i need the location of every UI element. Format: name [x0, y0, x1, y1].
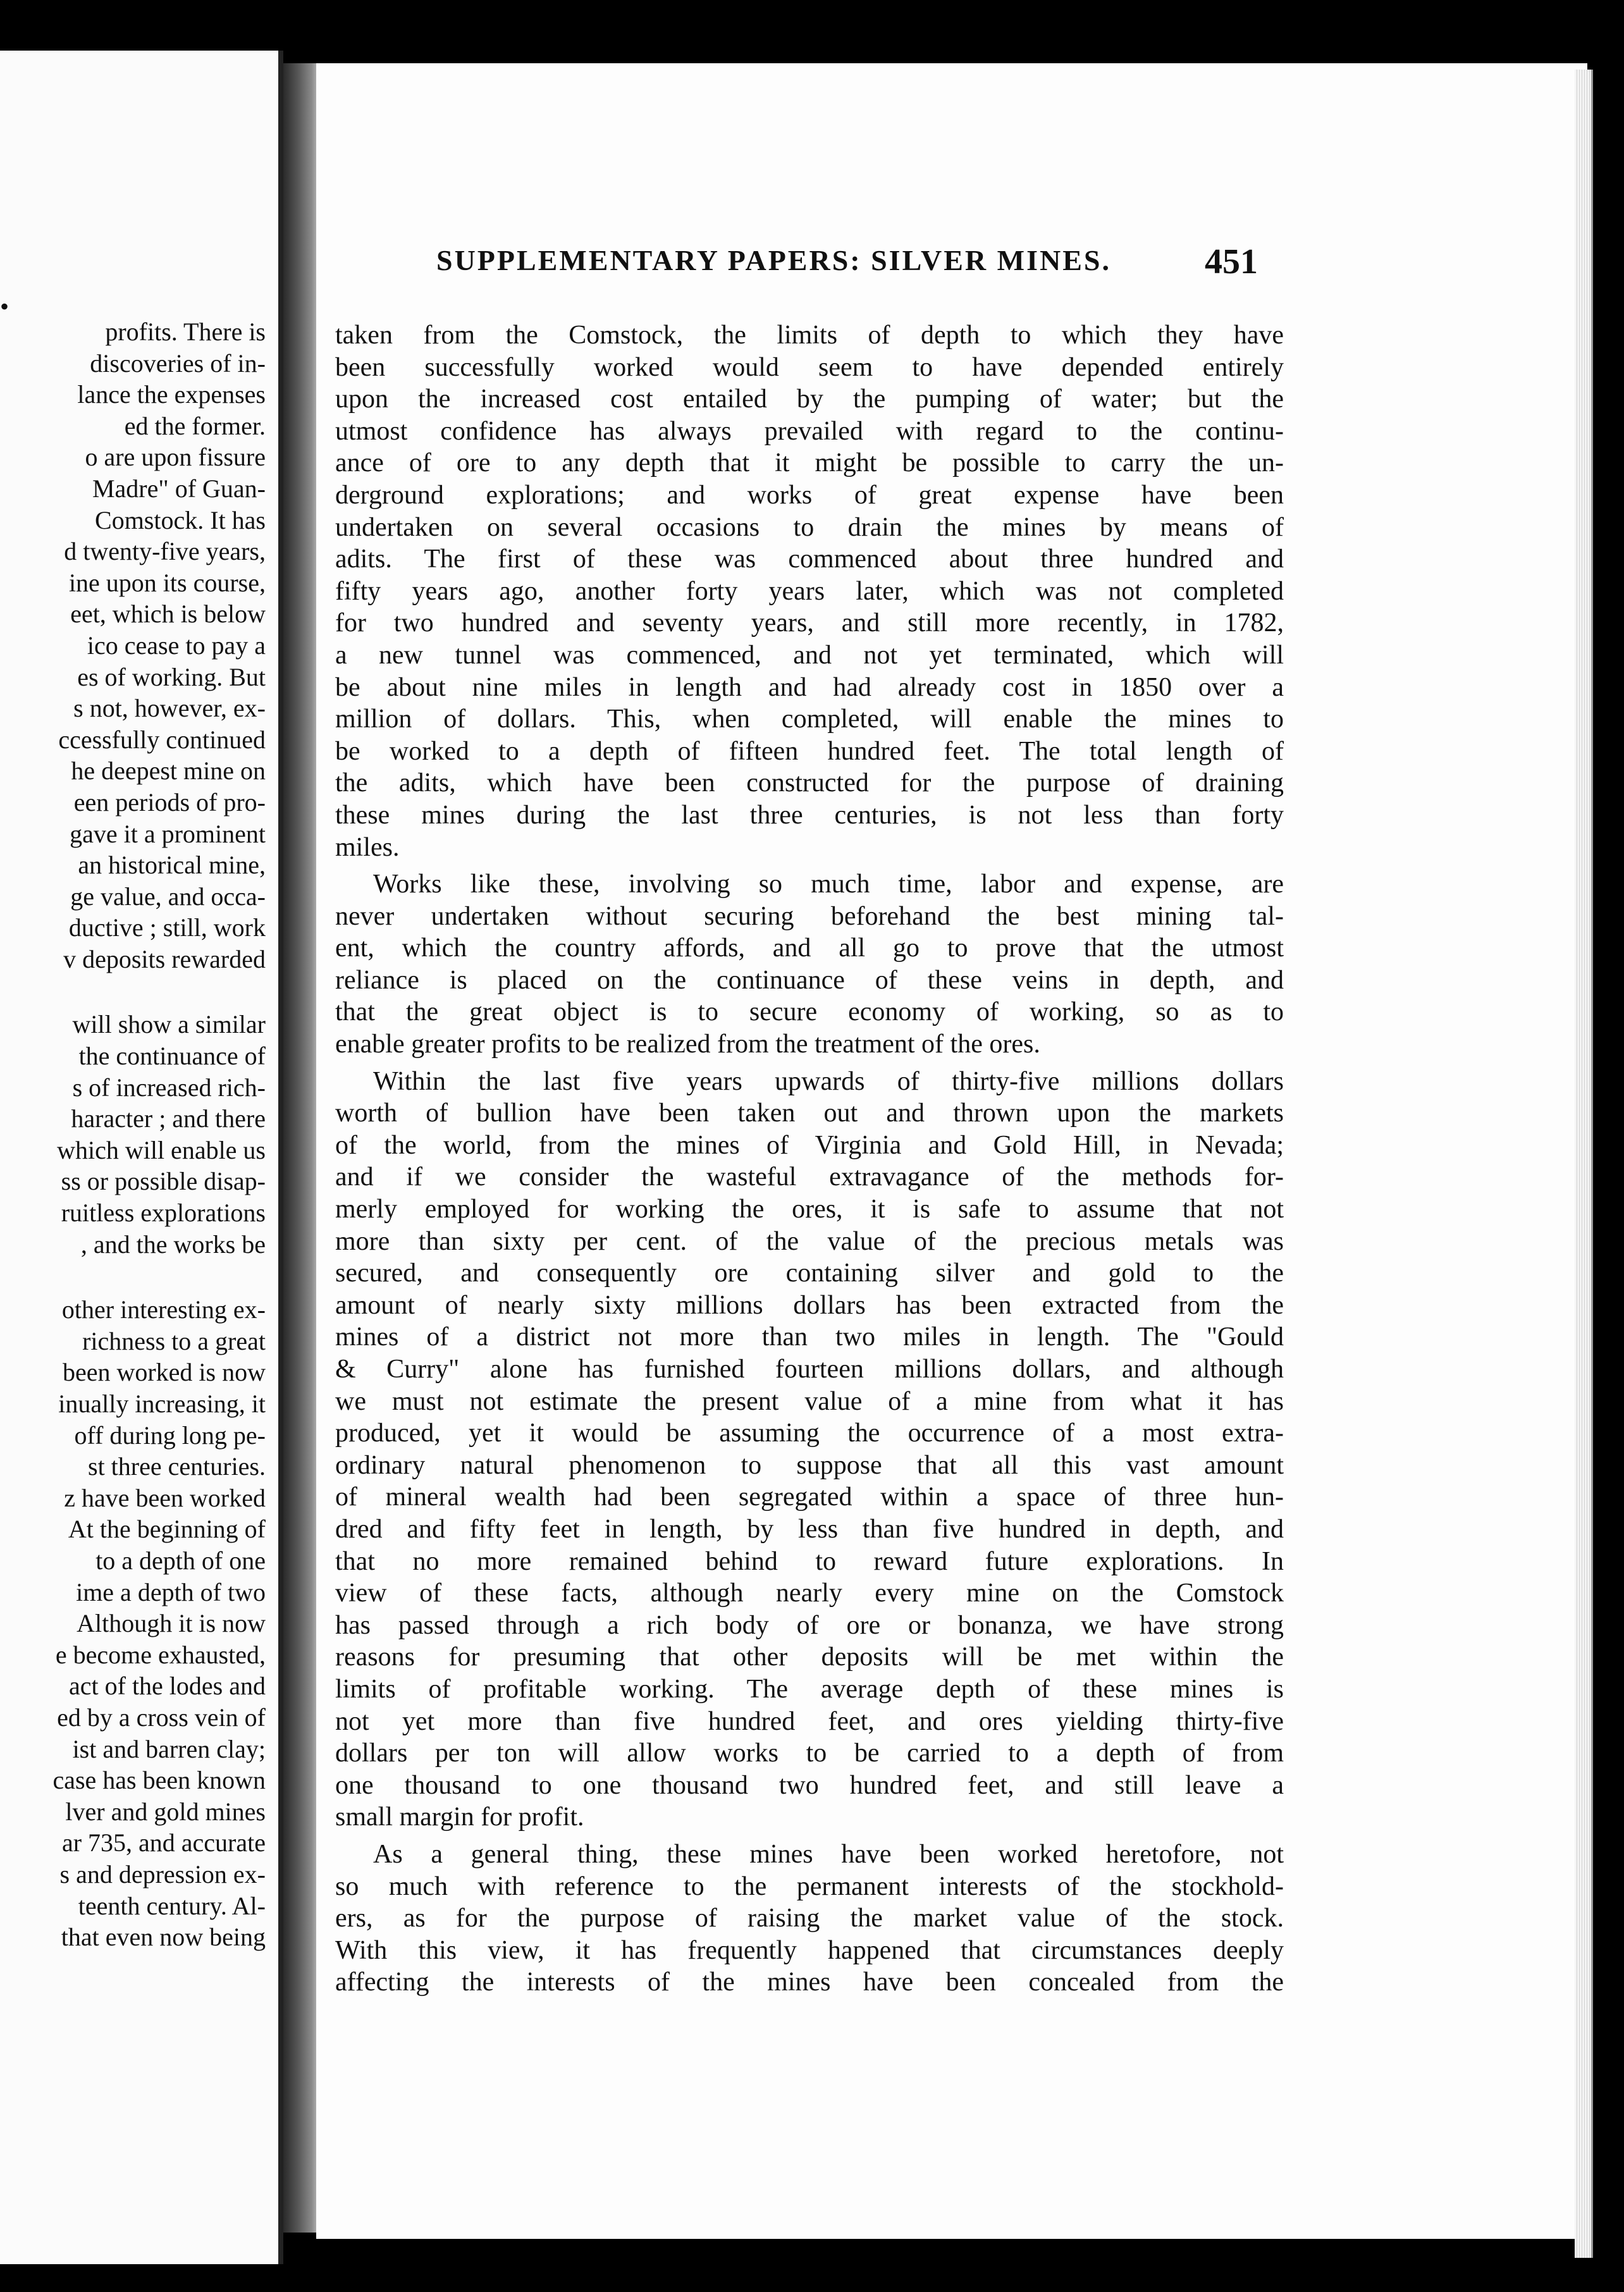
page-number: 451	[1205, 242, 1258, 281]
text-line: secured, and consequently ore containing silver and gold to the	[335, 1259, 1284, 1288]
facing-page-line: een periods of pro-	[73, 787, 266, 816]
facing-page-line: to a depth of one	[95, 1546, 266, 1575]
facing-page-line: case has been known	[52, 1766, 266, 1795]
book-gutter	[283, 63, 319, 2233]
facing-page-line: ductive ; still, work	[68, 913, 266, 942]
text-line: adits. The first of these was commenced about three hundred and	[335, 545, 1284, 574]
text-line: view of these facts, although nearly every mine on the Comstock	[335, 1579, 1284, 1608]
text-line: we must not estimate the present value of a mine from what it has	[335, 1386, 1284, 1416]
text-line: these mines during the last three centuries, is not less than forty	[335, 800, 1284, 830]
facing-page-line: that even now being	[61, 1923, 266, 1952]
text-line: of the world, from the mines of Virginia and Gold Hill, in Nevada;	[335, 1130, 1284, 1160]
text-line: so much with reference to the permanent interests of the stockhold-	[335, 1871, 1284, 1901]
facing-page-line: Madre" of Guan-	[92, 474, 266, 503]
facing-page-line: ine upon its course,	[68, 568, 266, 597]
text-line: that the great object is to secure economy of working, so as to	[335, 997, 1284, 1027]
paragraph	[335, 868, 1284, 1061]
text-line: Works like these, involving so much time, labor and expense, are	[373, 870, 1284, 899]
text-line: enable greater profits to be realized from the treatment of the ores.	[335, 1030, 1040, 1059]
text-line: ordinary natural phenomenon to suppose that all this vast amount	[335, 1450, 1284, 1480]
text-line: fifty years ago, another forty years later, which was not completed	[335, 576, 1284, 606]
text-line: amount of nearly sixty millions dollars has been extracted from the	[335, 1290, 1284, 1320]
text-line: dred and fifty feet in length, by less than five hundred in depth, and	[335, 1514, 1284, 1544]
facing-page-line: lver and gold mines	[65, 1797, 266, 1826]
facing-page-line: ge value, and occa-	[70, 882, 266, 911]
paragraph	[335, 1066, 1284, 1833]
facing-page-line: , and the works be	[80, 1229, 266, 1259]
facing-page-line: gave it a prominent	[70, 819, 266, 848]
facing-page-line: es of working. But	[77, 662, 266, 691]
text-line: small margin for profit.	[335, 1802, 584, 1832]
facing-page-line: act of the lodes and	[69, 1672, 266, 1701]
text-line: & Curry" alone has furnished fourteen millions dollars, and although	[335, 1355, 1284, 1384]
facing-page-line: an historical mine,	[78, 851, 266, 880]
text-line: worth of bullion have been taken out and thrown upon the markets	[335, 1099, 1284, 1128]
text-line: reasons for presuming that other deposits will be met within the	[335, 1642, 1284, 1672]
facing-page-line: lance the expenses	[77, 380, 266, 409]
facing-page-line: ed the former.	[124, 411, 266, 440]
facing-page-line: v deposits rewarded	[63, 944, 266, 973]
text-line: of mineral wealth had been segregated within a space of three hun-	[335, 1482, 1284, 1512]
facing-page-line: other interesting ex-	[61, 1295, 266, 1324]
text-line: derground explorations; and works of great expense have been	[335, 480, 1284, 510]
facing-page-block	[0, 316, 278, 975]
facing-page-line: ico cease to pay a	[87, 631, 266, 660]
text-line: mines of a district not more than two miles in length. The "Gould	[335, 1322, 1284, 1352]
text-line: undertaken on several occasions to drain the mines by means of	[335, 512, 1284, 542]
facing-page-line: ist and barren clay;	[72, 1734, 266, 1763]
text-line: utmost confidence has always prevailed with regard to the continu-	[335, 416, 1284, 446]
facing-page-line: which will enable us	[57, 1135, 266, 1164]
facing-page-line: he deepest mine on	[71, 756, 266, 786]
facing-page-line: d twenty-five years,	[64, 537, 266, 566]
text-line: that no more remained behind to reward future explorations. In	[335, 1546, 1284, 1576]
facing-page-line: ed by a cross vein of	[57, 1703, 266, 1732]
text-line: has passed through a rich body of ore or bonanza, we have strong	[335, 1610, 1284, 1640]
text-line: upon the increased cost entailed by the pumping of water; but the	[335, 385, 1284, 414]
facing-page-line: richness to a great	[82, 1326, 266, 1355]
page-edges	[1575, 70, 1593, 2258]
facing-page-line: Comstock. It has	[95, 505, 266, 534]
text-line: produced, yet it would be assuming the occurrence of a most extra-	[335, 1419, 1284, 1448]
facing-page-line: off during long pe-	[74, 1420, 266, 1450]
facing-page-line: the continuance of	[78, 1042, 266, 1071]
text-line: merly employed for working the ores, it is safe to assume that not	[335, 1195, 1284, 1224]
text-line: for two hundred and seventy years, and still more recently, in 1782,	[335, 608, 1284, 638]
facing-page-mark: •	[0, 292, 9, 321]
text-line: and if we consider the wasteful extravagance of the methods for-	[335, 1162, 1284, 1192]
facing-page-line: s and depression ex-	[59, 1859, 266, 1888]
paragraph	[335, 319, 1284, 863]
text-line: not yet more than five hundred feet, and ores yielding thirty-five	[335, 1706, 1284, 1736]
facing-page-line: ime a depth of two	[76, 1577, 266, 1606]
facing-page-line: discoveries of in-	[90, 348, 266, 378]
text-line: be about nine miles in length and had already cost in 1850 over a	[335, 672, 1284, 702]
text-line: been successfully worked would seem to have depended entirely	[335, 352, 1284, 382]
facing-page-line: e become exhausted,	[55, 1640, 266, 1669]
text-line: be worked to a depth of fifteen hundred feet. The total length of	[335, 736, 1284, 766]
text-line: limits of profitable working. The average depth of these mines is	[335, 1674, 1284, 1704]
text-line: ent, which the country affords, and all go to prove that the utmost	[335, 933, 1284, 963]
text-line: miles.	[335, 832, 400, 862]
facing-page-line: teenth century. Al-	[78, 1891, 266, 1920]
paragraph	[335, 1839, 1284, 1999]
running-head: SUPPLEMENTARY PAPERS: SILVER MINES.	[436, 244, 1111, 276]
text-line: one thousand to one thousand two hundred feet, and still leave a	[335, 1770, 1284, 1800]
text-line: Within the last five years upwards of thirty-five millions dollars	[373, 1066, 1284, 1096]
text-line: never undertaken without securing beforehand the best mining tal-	[335, 901, 1284, 931]
text-line: As a general thing, these mines have been worked heretofore, not	[373, 1839, 1284, 1869]
text-line: reliance is placed on the continuance of these veins in depth, and	[335, 965, 1284, 995]
body-text	[335, 319, 1284, 1999]
facing-page-line: been worked is now	[62, 1358, 266, 1387]
facing-page-line: will show a similar	[72, 1010, 266, 1039]
text-line: more than sixty per cent. of the value of the precious metals was	[335, 1226, 1284, 1256]
facing-page-line: profits. There is	[105, 317, 266, 346]
facing-page-block	[0, 1009, 278, 1260]
facing-page-line: s of increased rich-	[72, 1073, 266, 1102]
facing-page-line: ar 735, and accurate	[61, 1828, 266, 1858]
facing-page-block	[0, 1294, 278, 1952]
facing-page-line: s not, however, ex-	[73, 694, 266, 723]
facing-page-line: ccessfully continued	[58, 725, 266, 754]
text-line: affecting the interests of the mines have been concealed from the	[335, 1968, 1284, 1997]
facing-page-line: ss or possible disap-	[61, 1167, 266, 1196]
facing-page-line: At the beginning of	[68, 1515, 266, 1544]
text-line: taken from the Comstock, the limits of depth to which they have	[335, 321, 1284, 350]
text-line: the adits, which have been constructed for the purpose of draining	[335, 768, 1284, 798]
facing-page-text	[0, 316, 278, 1953]
text-line: ance of ore to any depth that it might be possible to carry the un-	[335, 448, 1284, 478]
text-line: a new tunnel was commenced, and not yet terminated, which will	[335, 640, 1284, 670]
facing-page-line: inually increasing, it	[58, 1389, 266, 1418]
facing-page-line: ruitless explorations	[61, 1198, 266, 1228]
text-line: ers, as for the purpose of raising the market value of the stock.	[335, 1904, 1284, 1933]
text-line: With this view, it has frequently happened that circumstances deeply	[335, 1935, 1284, 1965]
facing-page-line: haracter ; and there	[71, 1104, 266, 1133]
facing-page-line: z have been worked	[64, 1483, 266, 1512]
facing-page	[0, 51, 283, 2264]
text-line: million of dollars. This, when completed, will enable the mines to	[335, 705, 1284, 734]
facing-page-line: Although it is now	[77, 1609, 266, 1638]
facing-page-line: eet, which is below	[70, 600, 266, 629]
facing-page-line: st three centuries.	[88, 1452, 266, 1481]
text-line: dollars per ton will allow works to be carried to a depth of from	[335, 1739, 1284, 1768]
facing-page-line: o are upon fissure	[85, 443, 266, 472]
